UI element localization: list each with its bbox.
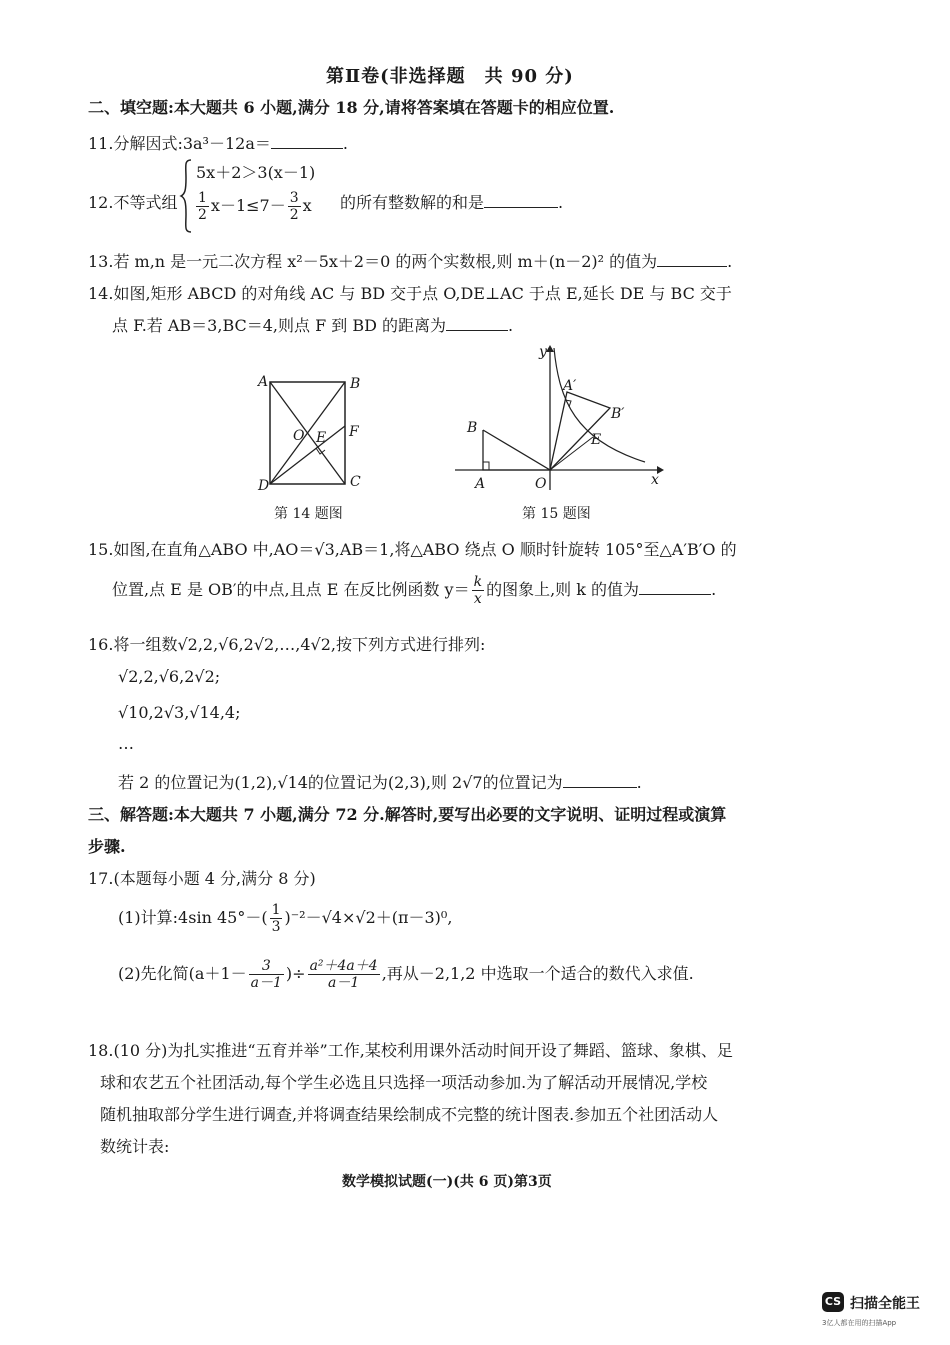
fraction-numerator: 1: [198, 190, 207, 206]
question-17-part1: [118, 902, 452, 935]
section-heading-solutions: 三、解答题:本大题共 7 小题,满分 72 分.解答时,要写出必要的文字说明、证明过程或演算: [88, 805, 727, 824]
figure-15-coordinate-plane: [455, 340, 670, 495]
label-o: O: [293, 428, 305, 444]
question-12-suffix: 的所有整数解的和是 .: [340, 193, 564, 212]
question-16-row1: √2,2,√6,2√2;: [118, 667, 221, 686]
answer-blank: [271, 134, 343, 149]
label-a: A: [475, 476, 486, 492]
triangle-abo: [483, 430, 550, 470]
label-e: E: [316, 430, 327, 446]
figure-14-rectangle: [250, 370, 370, 495]
triangle-a1b1o: [550, 392, 610, 470]
answer-blank: [484, 193, 558, 208]
fraction-denominator: x: [473, 591, 482, 607]
scanner-tagline: 3亿人都在用的扫描App: [822, 1319, 897, 1327]
label-b: B: [467, 420, 478, 436]
question-12-prefix: 12.不等式组: [88, 193, 178, 212]
label-o: O: [535, 476, 547, 492]
label-a: A: [258, 374, 269, 390]
label-f: F: [349, 424, 359, 440]
answer-blank: [446, 316, 508, 331]
inequality-2-mid: x－1≤7－: [210, 196, 286, 215]
question-16-last: 若 2 的位置记为(1,2),√14的位置记为(2,3),则 2√7的位置记为 .: [118, 773, 642, 792]
fraction-numerator: 3: [249, 958, 284, 975]
question-16-row2: √10,2√3,√14,4;: [118, 703, 241, 722]
section-heading-fill-blank: 二、填空题:本大题共 6 小题,满分 18 分,请将答案填在答题卡的相应位置.: [88, 98, 615, 117]
line-df: [270, 426, 345, 484]
question-17-part1-b: )⁻²－√4×√2＋(π－3)⁰,: [284, 908, 453, 927]
brace-icon: [178, 158, 194, 234]
label-b: B: [350, 376, 361, 392]
scanner-app-name: 扫描全能王: [850, 1296, 920, 1312]
question-16-dots: …: [118, 734, 134, 753]
question-16-last-text: 若 2 的位置记为(1,2),√14的位置记为(2,3),则 2√7的位置记为: [118, 773, 563, 792]
fraction-numerator: 1: [271, 902, 281, 918]
label-c: C: [350, 474, 361, 490]
question-15-line2-a: 位置,点 E 是 OB′的中点,且点 E 在反比例函数 y＝: [112, 580, 470, 599]
question-17-part2-c: ,再从－2,1,2 中选取一个适合的数代入求值.: [381, 964, 694, 983]
label-e: E: [591, 432, 602, 448]
label-b-prime: B′: [611, 406, 625, 422]
fraction-numerator: k: [473, 574, 483, 590]
question-14-line2: 点 F.若 AB＝3,BC＝4,则点 F 到 BD 的距离为 .: [112, 316, 514, 335]
question-18-line3: 随机抽取部分学生进行调查,并将调查结果绘制成不完整的统计图表.参加五个社团活动人: [100, 1105, 719, 1124]
fraction-denominator: 2: [198, 207, 207, 223]
label-x: x: [651, 472, 659, 488]
question-16-line1: 16.将一组数√2,2,√6,2√2,…,4√2,按下列方式进行排列:: [88, 635, 486, 654]
fraction-denominator: 2: [289, 207, 299, 223]
y-axis-arrow-icon: [546, 345, 554, 352]
question-14-line1: 14.如图,矩形 ABCD 的对角线 AC 与 BD 交于点 O,DE⊥AC 于点 E,延长 DE 与 BC 交于: [88, 284, 732, 303]
question-17-part2: [118, 958, 694, 991]
question-15-line2: 位置,点 E 是 OB′的中点,且点 E 在反比例函数 y＝ $\frac{k}{x}$ 的图象上,则 k 的值为 .: [112, 574, 717, 607]
inequality-2-end: x: [302, 196, 312, 215]
question-11-text: 11.分解因式:3a³－12a＝: [88, 134, 271, 153]
fraction-numerator: 3: [289, 190, 299, 206]
figure-14-caption: 第 14 题图: [274, 506, 343, 522]
label-y: y: [539, 344, 547, 360]
figure-15-caption: 第 15 题图: [522, 506, 591, 522]
answer-blank: [639, 580, 711, 595]
question-18-line2: 球和农艺五个社团活动,每个学生必选且只选择一项活动参加.为了解活动开展情况,学校: [100, 1073, 708, 1092]
question-14-line2-text: 点 F.若 AB＝3,BC＝4,则点 F 到 BD 的距离为: [112, 316, 447, 335]
question-17-part2-b: )÷: [285, 964, 306, 983]
question-18-line4: 数统计表:: [100, 1137, 170, 1156]
label-d: D: [258, 478, 270, 494]
scanner-logo-icon: CS: [822, 1292, 844, 1312]
question-17-intro: 17.(本题每小题 4 分,满分 8 分): [88, 869, 316, 888]
fraction-denominator: a－1: [327, 975, 360, 991]
question-18-line1: 18.(10 分)为扎实推进“五育并举”工作,某校利用课外活动时间开设了舞蹈、篮球、象棋、足: [88, 1041, 733, 1060]
page-footer: 数学模拟试题(一)(共 6 页)第3页: [342, 1174, 552, 1190]
question-17-part2-a: (2)先化简(a＋1－: [118, 964, 247, 983]
fraction-denominator: 3: [271, 919, 281, 935]
inequality-1: 5x＋2＞3(x－1): [196, 163, 316, 182]
right-angle-mark: [483, 462, 489, 470]
answer-blank: [563, 773, 637, 788]
page-title: 第Ⅱ卷(非选择题 共 90 分): [326, 66, 574, 87]
question-17-part1-a: (1)计算:4sin 45°－(: [118, 908, 268, 927]
inequality-2: [194, 190, 312, 223]
question-15-line1: 15.如图,在直角△ABO 中,AO＝√3,AB＝1,将△ABO 绕点 O 顺时针旋转 105°至△A′B′O 的: [88, 540, 737, 559]
fraction-denominator: a－1: [250, 975, 282, 991]
label-a-prime: A′: [563, 378, 577, 394]
question-13-text: 13.若 m,n 是一元二次方程 x²－5x＋2＝0 的两个实数根,则 m＋(n－2)² 的值为: [88, 252, 658, 271]
question-12-suffix-text: 的所有整数解的和是: [340, 193, 485, 212]
section-heading-solutions-line2: 步骤.: [88, 837, 126, 856]
fraction-numerator: a²＋4a＋4: [309, 958, 378, 974]
question-13: 13.若 m,n 是一元二次方程 x²－5x＋2＝0 的两个实数根,则 m＋(n－2)² 的值为 .: [88, 252, 733, 271]
question-11: 11.分解因式:3a³－12a＝ .: [88, 134, 348, 153]
question-15-line2-b: 的图象上,则 k 的值为: [486, 580, 640, 599]
answer-blank: [657, 252, 727, 267]
